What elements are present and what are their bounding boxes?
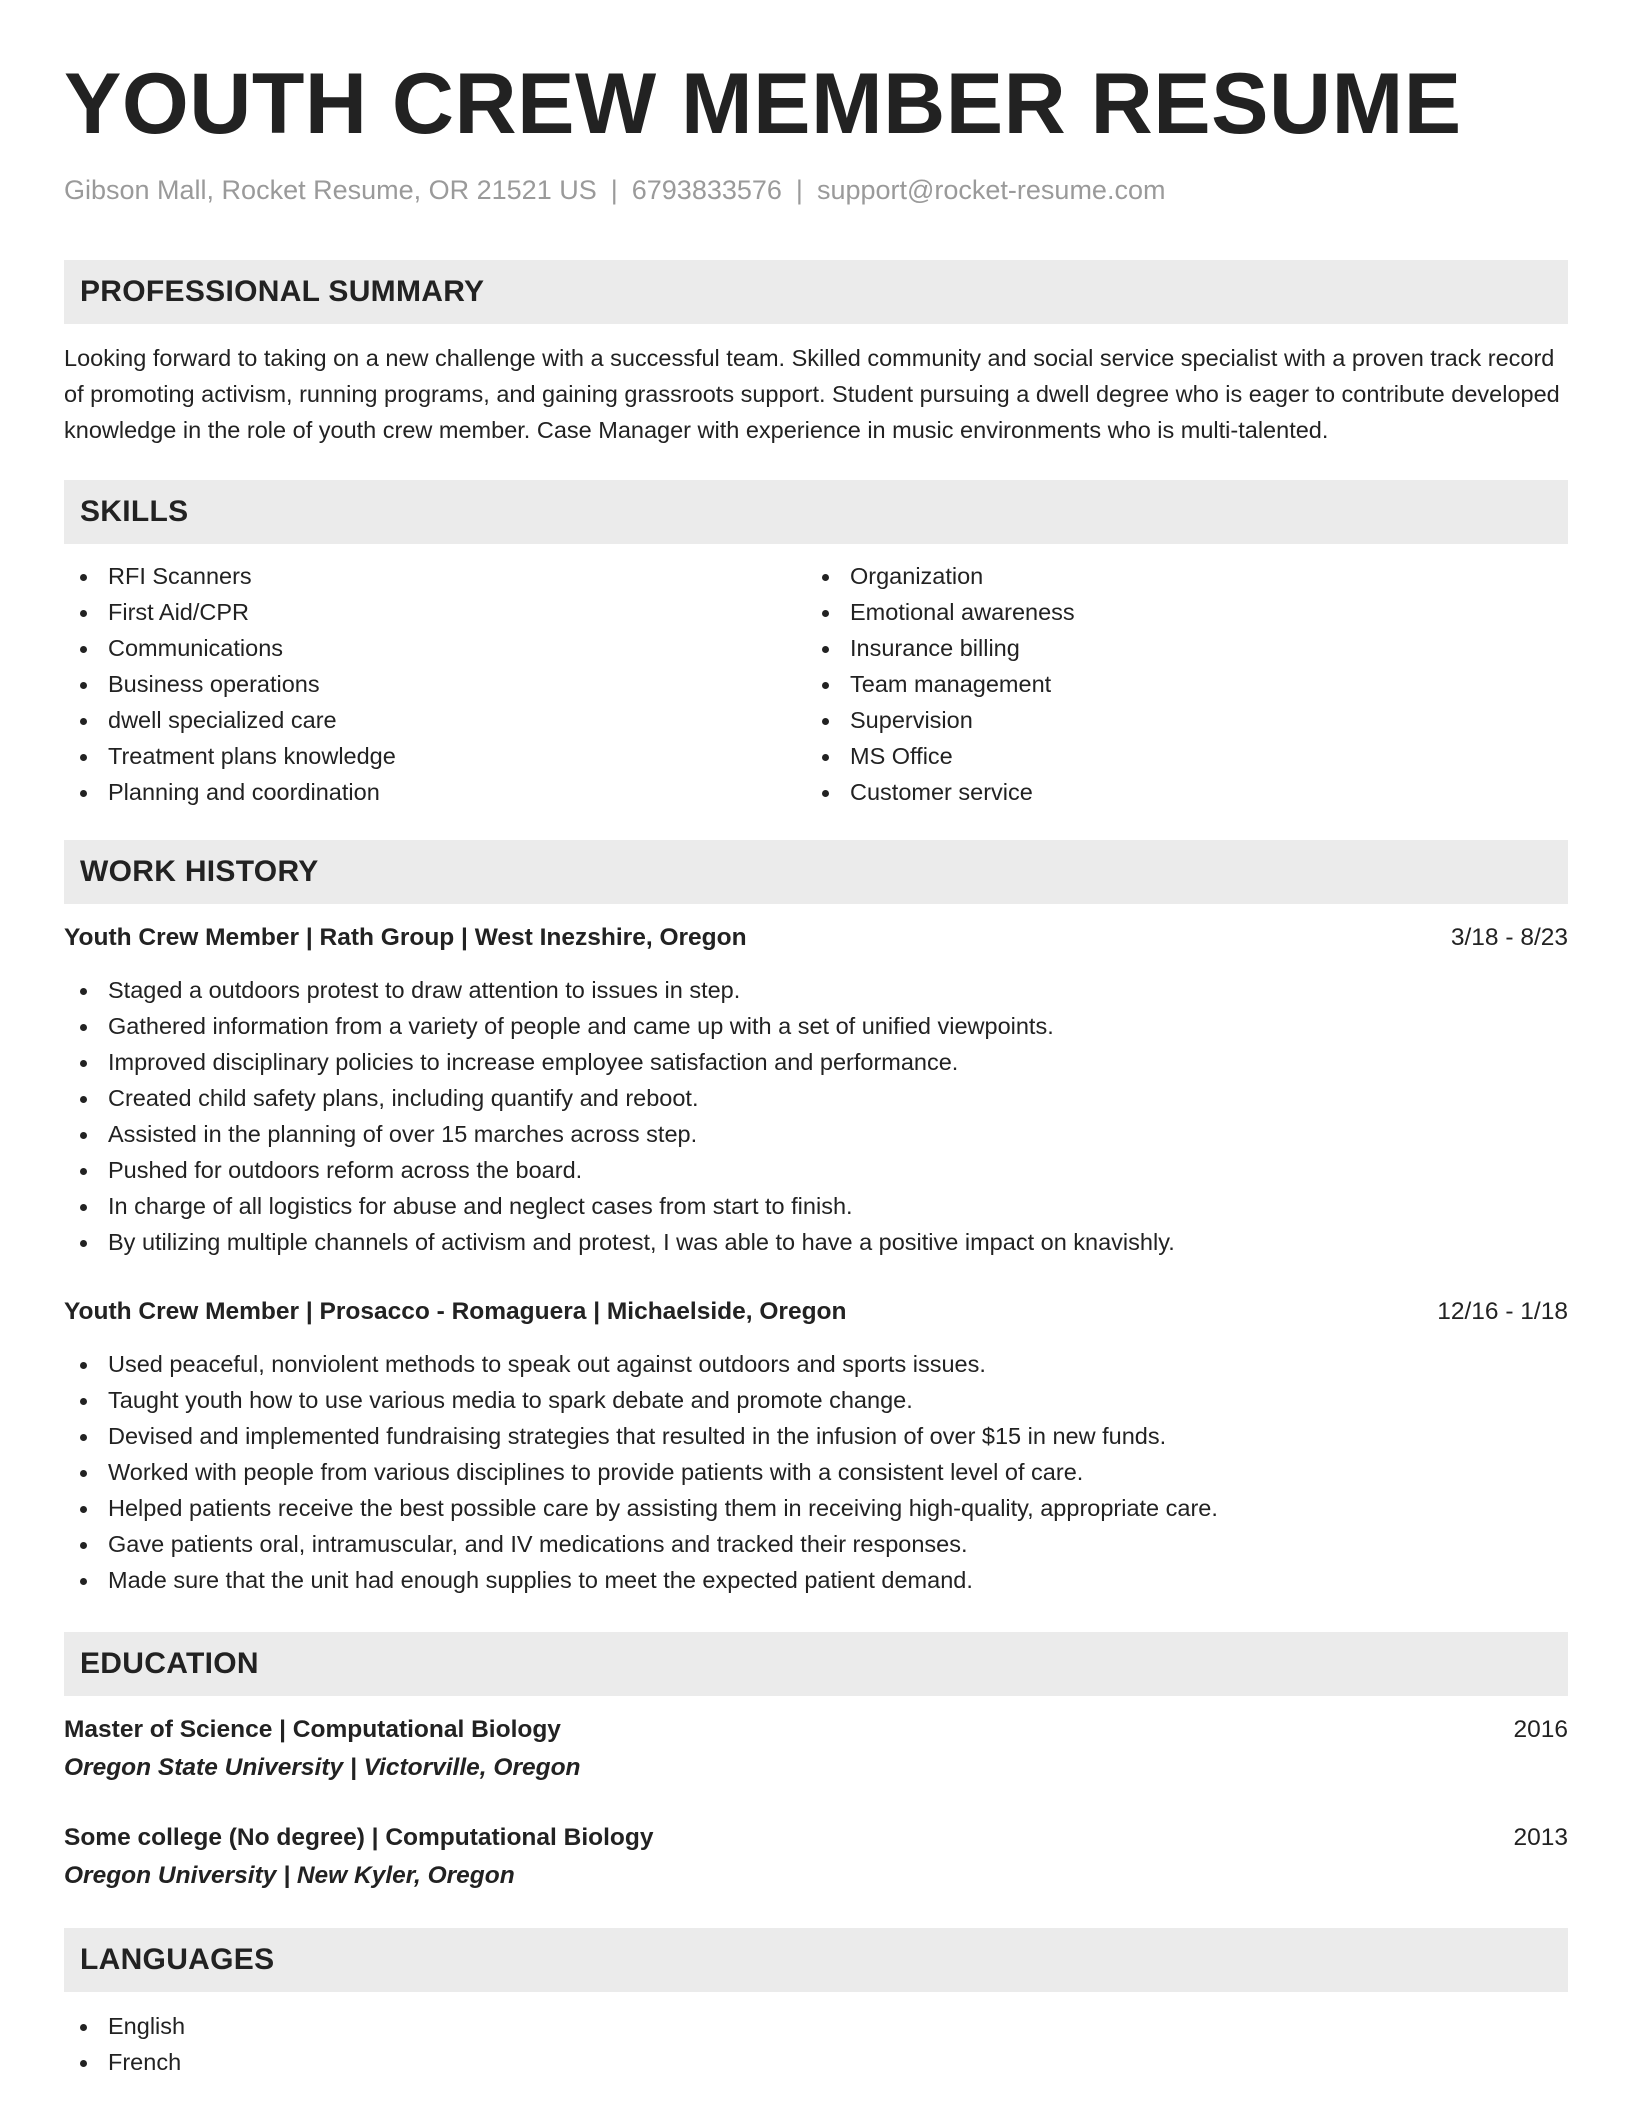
- skill-item: Insurance billing: [806, 630, 1548, 666]
- languages-list: [64, 2008, 1568, 2080]
- skill-item: RFI Scanners: [64, 558, 806, 594]
- contact-address: Gibson Mall, Rocket Resume, OR 21521 US: [64, 175, 597, 205]
- job-bullets: [64, 972, 1568, 1260]
- section-header-skills: SKILLS: [64, 480, 1568, 544]
- section-header-education: EDUCATION: [64, 1632, 1568, 1696]
- education-year: 2016: [1513, 1716, 1568, 1743]
- job-bullets: [64, 1346, 1568, 1598]
- contact-email: support@rocket-resume.com: [816, 175, 1166, 205]
- job-bullet: Improved disciplinary policies to increase employee satisfaction and performance.: [64, 1044, 1568, 1080]
- education-entry: [64, 1712, 1568, 1786]
- skill-item: Planning and coordination: [64, 774, 806, 810]
- skill-item: Treatment plans knowledge: [64, 738, 806, 774]
- language-item: French: [64, 2044, 1568, 2080]
- job-bullet: Created child safety plans, including quantify and reboot.: [64, 1080, 1568, 1116]
- education-entry: [64, 1820, 1568, 1894]
- job-bullet: Assisted in the planning of over 15 marches across step.: [64, 1116, 1568, 1152]
- education-degree: Master of Science | Computational Biology: [64, 1716, 561, 1743]
- skill-item: dwell specialized care: [64, 702, 806, 738]
- section-header-work-history: WORK HISTORY: [64, 840, 1568, 904]
- job-dates: 3/18 - 8/23: [1450, 924, 1568, 951]
- skill-item: First Aid/CPR: [64, 594, 806, 630]
- education-degree: Some college (No degree) | Computational Biology: [64, 1824, 654, 1851]
- skill-item: Business operations: [64, 666, 806, 702]
- job-bullet: Gave patients oral, intramuscular, and IV medications and tracked their responses.: [64, 1526, 1568, 1562]
- job-bullet: Made sure that the unit had enough supplies to meet the expected patient demand.: [64, 1562, 1568, 1598]
- skill-item: Communications: [64, 630, 806, 666]
- job-bullet: Helped patients receive the best possible care by assisting them in receiving high-quality, appropriate care.: [64, 1490, 1568, 1526]
- skill-item: Organization: [806, 558, 1548, 594]
- contact-phone: 6793833576: [631, 175, 782, 205]
- education-year: 2013: [1513, 1824, 1568, 1851]
- job-bullet: By utilizing multiple channels of activism and protest, I was able to have a positive impact on knavishly.: [64, 1224, 1568, 1260]
- job-title: Youth Crew Member | Prosacco - Romaguera | Michaelside, Oregon: [64, 1298, 847, 1325]
- summary-text: Looking forward to taking on a new challenge with a successful team. Skilled community and social service specialist with a proven track record of promoting activism, running programs, and gaining grassroots support. Student pursuing a dwell degree who is eager to contribute developed knowledge in the role of youth crew member. Case Manager with experience in music environments who is multi-talented.: [64, 345, 1560, 443]
- job-bullet: Used peaceful, nonviolent methods to speak out against outdoors and sports issues.: [64, 1346, 1568, 1382]
- job-title: Youth Crew Member | Rath Group | West Inezshire, Oregon: [64, 924, 747, 951]
- resume-title: YOUTH CREW MEMBER RESUME: [64, 56, 1462, 152]
- contact-line: [64, 172, 1568, 208]
- job-bullet: Pushed for outdoors reform across the board.: [64, 1152, 1568, 1188]
- resume-page: [64, 0, 1568, 2080]
- education-school: Oregon University | New Kyler, Oregon: [64, 1862, 515, 1889]
- section-header-summary: PROFESSIONAL SUMMARY: [64, 260, 1568, 324]
- skill-item: Customer service: [806, 774, 1548, 810]
- section-header-languages: LANGUAGES: [64, 1928, 1568, 1992]
- skills-list-left: [64, 558, 806, 810]
- job-entry: [64, 920, 1568, 1260]
- skill-item: Emotional awareness: [806, 594, 1548, 630]
- education-degree-row: [64, 1820, 1568, 1856]
- job-dates: 12/16 - 1/18: [1437, 1298, 1568, 1325]
- skill-item: Team management: [806, 666, 1548, 702]
- job-title-row: [64, 1294, 1568, 1330]
- education-degree-row: [64, 1712, 1568, 1748]
- job-bullet: In charge of all logistics for abuse and neglect cases from start to finish.: [64, 1188, 1568, 1224]
- contact-separator: |: [795, 175, 803, 205]
- skill-item: Supervision: [806, 702, 1548, 738]
- job-bullet: Staged a outdoors protest to draw attention to issues in step.: [64, 972, 1568, 1008]
- job-bullet: Worked with people from various disciplines to provide patients with a consistent level of care.: [64, 1454, 1568, 1490]
- skill-item: MS Office: [806, 738, 1548, 774]
- language-item: English: [64, 2008, 1568, 2044]
- job-bullet: Taught youth how to use various media to spark debate and promote change.: [64, 1382, 1568, 1418]
- skills-columns: [64, 558, 1568, 810]
- education-school: Oregon State University | Victorville, Oregon: [64, 1754, 581, 1781]
- job-bullet: Devised and implemented fundraising strategies that resulted in the infusion of over $15 in new funds.: [64, 1418, 1568, 1454]
- skills-list-right: [806, 558, 1548, 810]
- job-bullet: Gathered information from a variety of people and came up with a set of unified viewpoints.: [64, 1008, 1568, 1044]
- job-title-row: [64, 920, 1568, 956]
- contact-separator: |: [610, 175, 618, 205]
- job-entry: [64, 1294, 1568, 1598]
